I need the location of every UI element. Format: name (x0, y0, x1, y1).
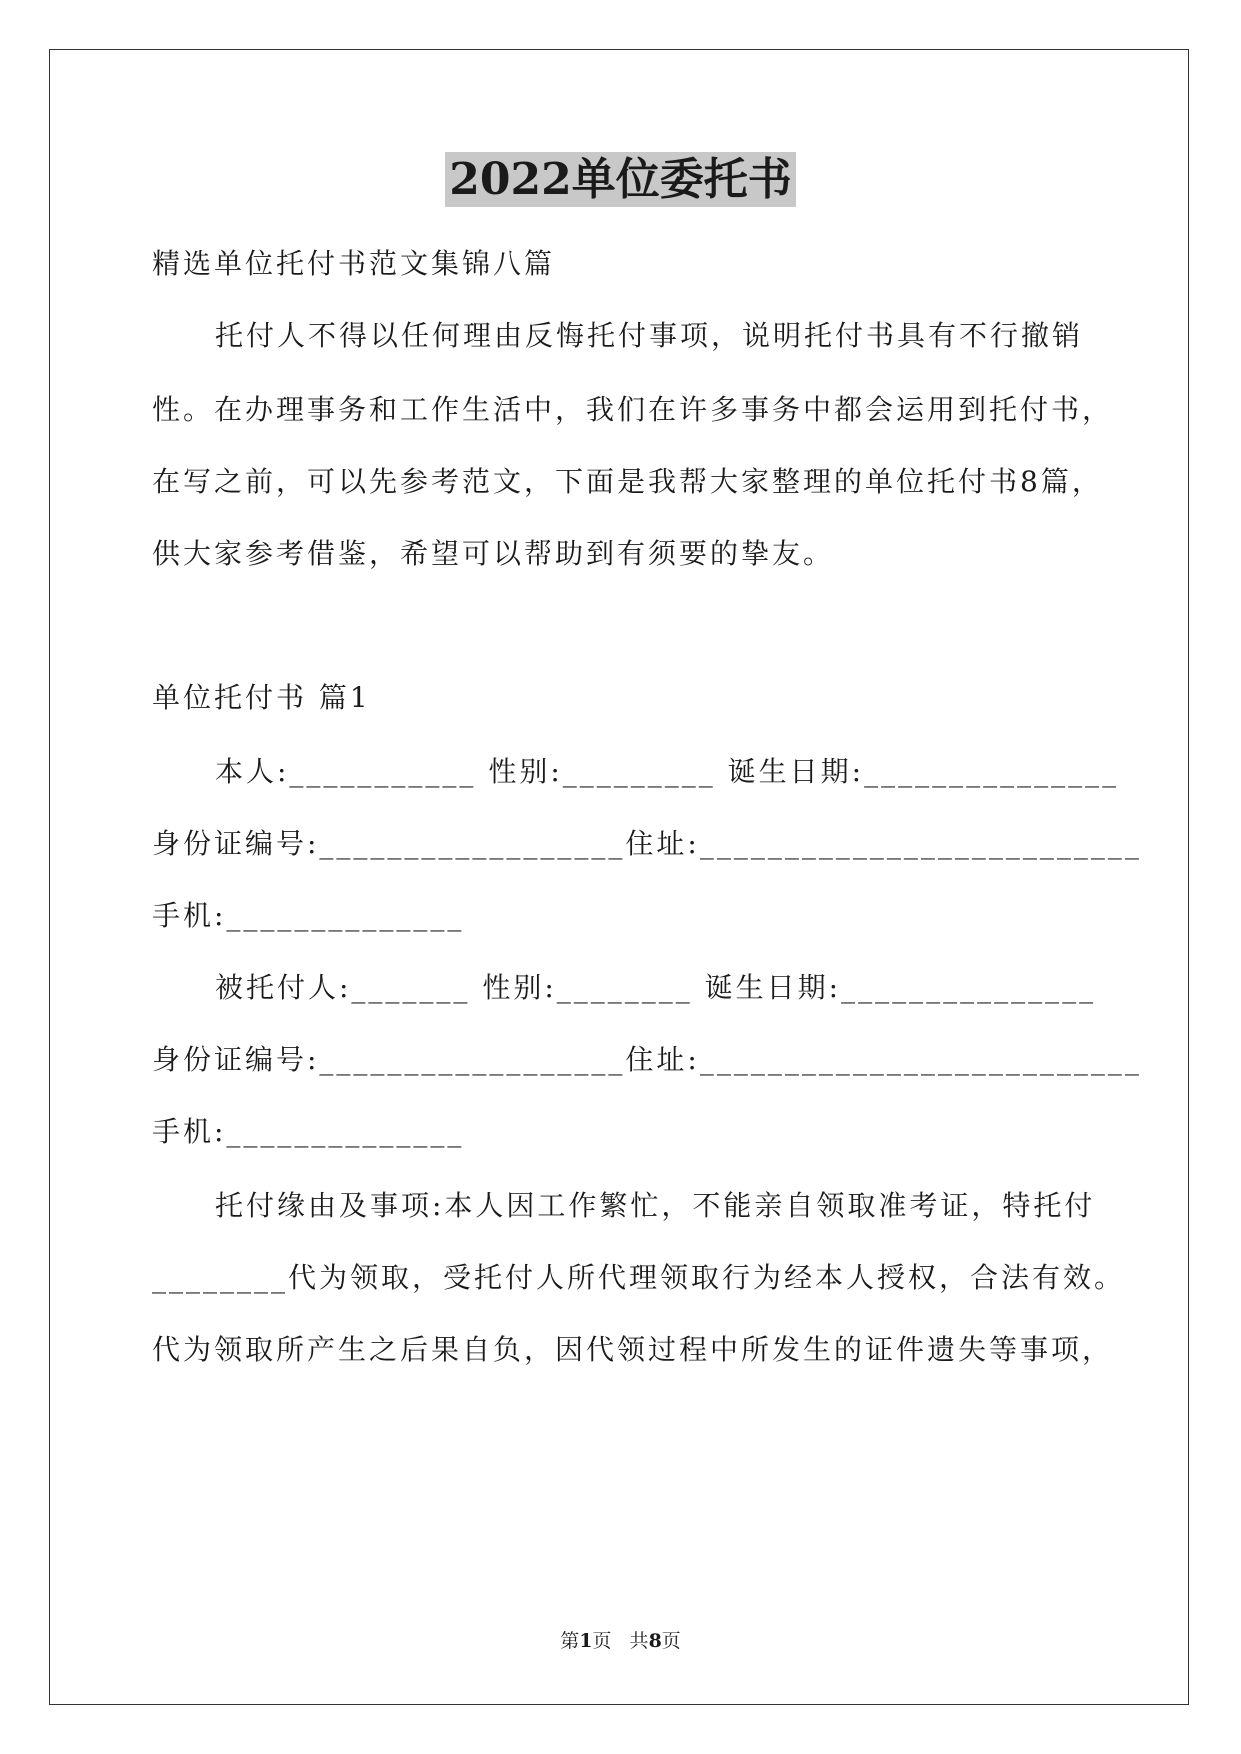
reason-line-1: 托付缘由及事项:本人因工作繁忙，不能亲自领取准考证，特托付 (215, 1189, 1096, 1222)
footer-suffix: 页 (661, 1630, 681, 1652)
document-title-text: 2022单位委托书 (445, 152, 795, 207)
footer-total-pages: 8 (648, 1630, 662, 1652)
section-heading: 单位托付书 篇1 (152, 681, 371, 714)
reason-line-2: ________代为领取，受托付人所代理领取行为经本人授权，合法有效。 (152, 1261, 1126, 1294)
intro-line-1: 托付人不得以任何理由反悔托付事项，说明托付书具有不行撤销 (215, 319, 1084, 352)
document-title (0, 150, 1241, 210)
footer-prefix: 第 (560, 1630, 580, 1652)
footer-middle: 页 共 (592, 1630, 649, 1652)
page-footer (0, 1626, 1241, 1653)
intro-line-4: 供大家参考借鉴，希望可以帮助到有须要的挚友。 (152, 537, 835, 570)
agent-phone-line: 手机:______________ (152, 1115, 465, 1148)
principal-id-address-line: 身份证编号:__________________住址:__________________________ (152, 827, 1142, 860)
principal-info-line: 本人:___________ 性别:_________ 诞生日期:_______________ (215, 755, 1120, 788)
reason-line-3: 代为领取所产生之后果自负，因代领过程中所发生的证件遗失等事项， (152, 1333, 1114, 1366)
agent-info-line: 被托付人:_______ 性别:________ 诞生日期:_______________ (215, 971, 1097, 1004)
intro-line-2: 性。在办理事务和工作生活中，我们在许多事务中都会运用到托付书， (152, 393, 1114, 426)
footer-current-page: 1 (579, 1630, 593, 1652)
document-subtitle: 精选单位托付书范文集锦八篇 (152, 247, 556, 280)
intro-line-3: 在写之前，可以先参考范文，下面是我帮大家整理的单位托付书8篇， (152, 465, 1103, 498)
principal-phone-line: 手机:______________ (152, 899, 465, 932)
page-border (49, 49, 1189, 1705)
agent-id-address-line: 身份证编号:__________________住址:__________________________ (152, 1043, 1142, 1076)
